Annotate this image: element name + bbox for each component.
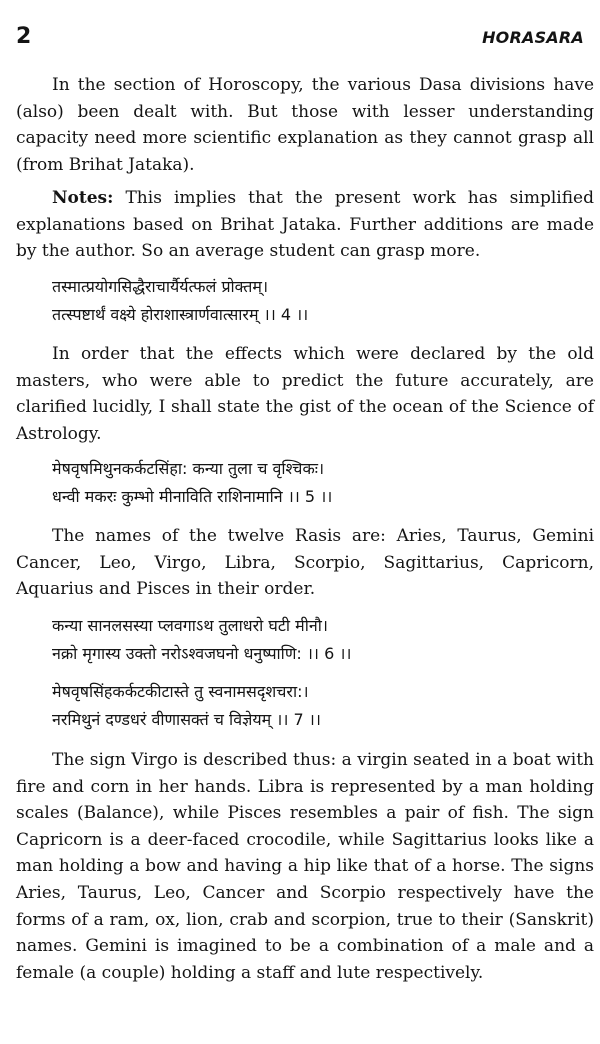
paragraph-notes — [16, 185, 594, 265]
notes-text: This implies that the present work has simplified explanations based on Brihat Jataka. Further additions are made by the author. So an average student can grasp more. — [16, 188, 594, 262]
running-head: HORASARA — [482, 28, 584, 47]
notes-label: Notes: — [52, 188, 114, 208]
paragraph-rasi-names: The names of the twelve Rasis are: Aries, Taurus, Gemini Cancer, Leo, Virgo, Libra, Scorpio, Sagittarius, Capricorn, Aquarius and Pisces in their order. — [16, 526, 594, 600]
sanskrit-verse-5 — [52, 455, 572, 511]
page-number: 2 — [16, 24, 32, 49]
sanskrit-verse-4 — [52, 273, 572, 329]
page-header — [16, 24, 584, 52]
paragraph-effects: In order that the effects which were declared by the old masters, who were able to predict the future accurately, are clarified lucidly, I shall state the gist of the ocean of the Science of Astrology. — [16, 344, 594, 444]
verse-line: मेषवृषसिंहकर्कटकीटास्ते तु स्वनामसदृशचरा:। — [52, 682, 309, 701]
sanskrit-verse-6 — [52, 612, 572, 668]
paragraph-dasa-divisions: In the section of Horoscopy, the various Dasa divisions have (also) been dealt with. But those with lesser understanding capacity need more scientific explanation as they cannot grasp all (from Brihat Jataka). — [16, 75, 594, 175]
sanskrit-verse-7 — [52, 678, 572, 734]
verse-line: मेषवृषमिथुनकर्कटसिंहा: कन्या तुला च वृश्चिकः। — [52, 459, 325, 478]
paragraph-sign-forms: The sign Virgo is described thus: a virgin seated in a boat with fire and corn in her hands. Libra is represented by a man holding scales (Balance), while Pisces resembles a pair of fish. The sign Capricorn is a deer-faced crocodile, while Sagittarius looks like a man holding a bow and having a hip like that of a horse. The signs Aries, Taurus, Leo, Cancer and Scorpio respectively have the forms of a ram, ox, lion, crab and scorpion, true to their (Sanskrit) names. Gemini is imagined to be a combination of a male and a female (a couple) holding a staff and lute respectively. — [16, 750, 594, 983]
verse-line: तत्स्पष्टार्थं वक्ष्ये होराशास्त्रार्णवात्सारम् ।। 4 ।। — [52, 305, 309, 324]
verse-line: धन्वी मकरः कुम्भो मीनाविति राशिनामानि ।। 5 ।। — [52, 487, 333, 506]
verse-line: कन्या सानलसस्या प्लवगाऽथ तुलाधरो घटी मीनौ। — [52, 616, 328, 635]
verse-line: तस्मात्प्रयोगसिद्धैराचार्यैर्यत्फलं प्रोक्तम्। — [52, 277, 269, 296]
verse-line: नरमिथुनं दण्डधरं वीणासक्तं च विज्ञेयम् ।। 7 ।। — [52, 710, 321, 729]
verse-line: नक्रो मृगास्य उक्तो नरोऽश्वजघनो धनुष्पाणि: ।। 6 ।। — [52, 644, 352, 663]
